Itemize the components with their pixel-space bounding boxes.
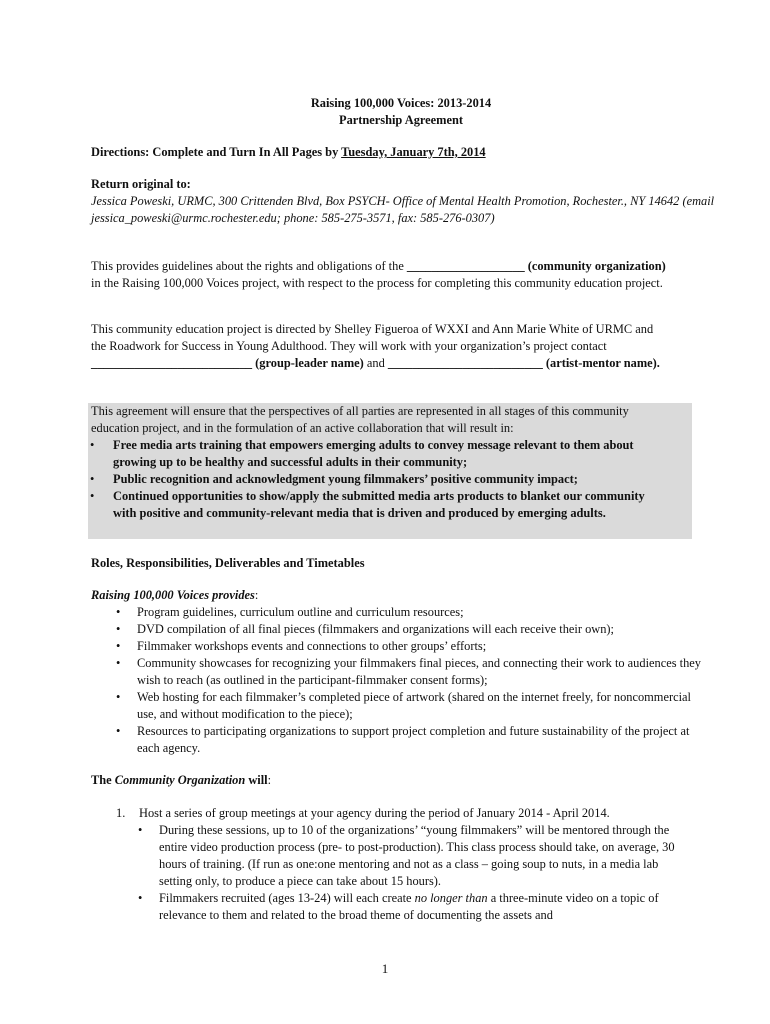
item-1-sub-1: During these sessions, up to 10 of the organizations’ “young filmmakers” will be mentored through the entire video production process (pre- to post-production). This class process should take, on average, 30 hours of training. (If run as one:one mentoring and not as a class – going soup to nuts, in a media lab setting only, to produce a piece can take about 15 hours). [159,823,675,888]
agreement-bullets [88,437,653,522]
org-heading-name: Community Organization [114,773,246,787]
org-heading-the: The [91,773,115,787]
bullet-icon: • [138,891,143,905]
bullet-icon: • [116,605,121,619]
provides-item-text: Web hosting for each filmmaker’s completed piece of artwork (shared on the internet freely, for noncommercial use, and without modification to the piece); [137,690,691,721]
agreement-bullet-text: Public recognition and acknowledgment young filmmakers’ positive community impact; [113,472,578,486]
org-heading [91,772,711,789]
list-item [91,723,701,757]
return-label: Return original to: [91,177,191,191]
item-1 [91,805,691,924]
bullet-icon: • [90,472,95,486]
return-section [91,176,716,227]
agreement-bullet [88,471,653,488]
document-title [91,95,711,129]
provides-item-text: Filmmaker workshops events and connections to other groups’ efforts; [137,639,487,653]
para2-text-a: This community education project is directed by Shelley Figueroa of WXXI and Ann Marie White of URMC and the Roadwork for Success in Young Adulthood. They will work with your organization’s project contact [91,322,654,353]
list-item [91,621,701,638]
provides-item-text: DVD compilation of all final pieces (filmmakers and organizations will each receive their own); [137,622,614,636]
agreement-bullet-text: Continued opportunities to show/apply the submitted media arts products to blanket our community with positive and community-relevant media that is driven and produced by emerging adults. [113,489,645,520]
agreement-box [88,403,692,539]
list-item [91,890,691,924]
intro-paragraph [91,258,666,292]
provides-list [91,604,701,757]
bullet-icon: • [116,724,121,738]
para2-text-b: and [363,356,388,370]
item-1-sub-2b: a three-minute video on a topic of relevance to them and related to the broad theme of documenting the assets and [159,891,659,922]
due-date: Tuesday, January 7th, 2014 [341,145,486,159]
org-heading-will: will [245,773,268,787]
title-line-2: Partnership Agreement [339,113,463,127]
item-1-text [91,805,691,822]
directions-line [91,144,711,161]
item-1-sublist [91,822,691,924]
title-line-1: Raising 100,000 Voices: 2013-2014 [310,96,492,110]
provides-item-text: Program guidelines, curriculum outline and curriculum resources; [137,605,464,619]
provides-section [91,587,701,757]
list-item [91,689,701,723]
item-1-body: Host a series of group meetings at your agency during the period of January 2014 - April 2014. [139,806,610,820]
provides-colon: : [254,588,259,602]
provides-item-text: Resources to participating organizations to support project completion and future sustainability of the project at each agency. [137,724,690,755]
org-heading-colon: : [267,773,272,787]
page-number: 1 [381,961,389,976]
item-1-sub-2a: Filmmakers recruited (ages 13-24) will each create [159,891,415,905]
return-address: Jessica Poweski, URMC, 300 Crittenden Blvd, Box PSYCH- Office of Mental Health Promotion, Rochester., NY 14642 (email jessica_poweski@urmc.rochester.edu; phone: 585-275-3571, fax: 585-276-0307) [91,194,715,225]
directions-label: Directions: Complete and Turn In All Pages by [91,145,342,159]
item-1-sub-2-emphasis: no longer than [414,891,488,905]
bullet-icon: • [138,823,143,837]
bullet-icon: • [116,622,121,636]
bullet-icon: • [116,690,121,704]
provides-item-text: Community showcases for recognizing your filmmakers final pieces, and connecting their work to audiences they wish to reach (as outlined in the participant-filmmaker consent forms); [137,656,701,687]
roles-heading: Roles, Responsibilities, Deliverables and Timetables [91,556,365,570]
agreement-bullet [88,437,653,471]
list-item [91,638,701,655]
item-1-number: 1. [116,806,126,820]
agreement-bullet-text: Free media arts training that empowers emerging adults to convey message relevant to them about growing up to be healthy and successful adults in their community; [113,438,634,469]
direction-paragraph [91,321,666,372]
agreement-bullet [88,488,653,522]
group-leader-blank: __________________________ (group-leader name) [91,356,364,370]
community-organization-blank: ___________________ (community organization) [406,259,666,273]
list-item [91,822,691,890]
provides-heading: Raising 100,000 Voices provides [91,588,255,602]
list-item [91,655,701,689]
artist-mentor-blank: _________________________ (artist-mentor name). [387,356,660,370]
para1-text-a: This provides guidelines about the rights and obligations of the [91,259,407,273]
para1-text-b: in the Raising 100,000 Voices project, with respect to the process for completing this community education project. [91,276,663,290]
bullet-icon: • [116,656,121,670]
bullet-icon: • [90,438,95,452]
bullet-icon: • [116,639,121,653]
bullet-icon: • [90,489,95,503]
agreement-intro: This agreement will ensure that the perspectives of all parties are represented in all stages of this community education project, and in the formulation of an active collaboration that will result in: [91,404,629,435]
list-item [91,604,701,621]
